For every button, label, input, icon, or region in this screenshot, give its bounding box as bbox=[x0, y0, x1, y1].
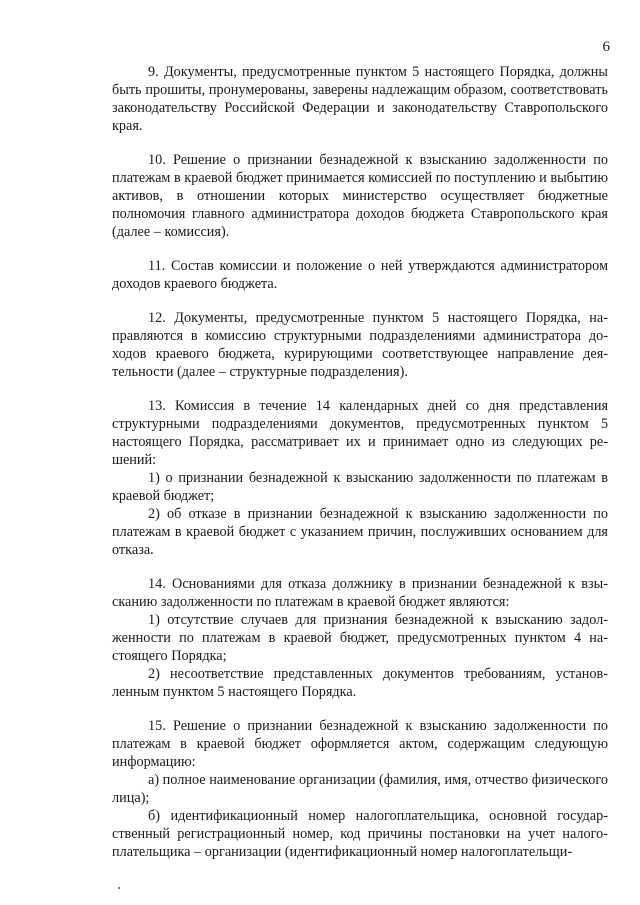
paragraph-12: 12. Документы, предусмотренные пунктом 5 настоящего Порядка, направляются в комиссию структурными подразделениями администратора доходов краевого бюджета, курирующими соответствующее направление деятельности (далее – структурные подразделения). bbox=[112, 310, 608, 380]
document-body bbox=[112, 63, 608, 861]
page-number: 6 bbox=[602, 39, 610, 55]
paragraph-14-item-2: 2) несоответствие представленных документов требованиям, установленным пунктом 5 настоящего Порядка. bbox=[112, 666, 608, 700]
paragraph-10: 10. Решение о признании безнадежной к взысканию задолженности по платежам в краевой бюджет принимается комиссией по поступлению и выбытию активов, в отношении которых министерство осуществляет бюджетные полномочия главного администратора доходов бюджета Ставропольского края (далее – комиссия). bbox=[112, 152, 608, 240]
paragraph-13-item-2: 2) об отказе в признании безнадежной к взысканию задолженности по платежам в краевой бюджет с указанием причин, послуживших основанием для отказа. bbox=[112, 506, 608, 558]
paragraph-15-item-a: а) полное наименование организации (фамилия, имя, отчество физического лица); bbox=[112, 772, 608, 806]
paragraph-14-item-1: 1) отсутствие случаев для признания безнадежной к взысканию задолженности по платежам в краевой бюджет, предусмотренных пунктом 4 настоящего Порядка; bbox=[112, 612, 608, 664]
paragraph-14: 14. Основаниями для отказа должнику в признании безнадежной к взысканию задолженности по платежам в краевой бюджет являются: bbox=[112, 576, 608, 610]
paragraph-15-item-b: б) идентификационный номер налогоплательщика, основной государственный регистрационный номер, код причины постановки на учет налогоплательщика – организации (идентификационный номер налогоплательщи- bbox=[112, 808, 608, 860]
scan-dot-mark bbox=[118, 887, 120, 889]
paragraph-11: 11. Состав комиссии и положение о ней утверждаются администратором доходов краевого бюджета. bbox=[112, 258, 608, 292]
paragraph-13: 13. Комиссия в течение 14 календарных дней со дня представления структурными подразделениями документов, предусмотренных пунктом 5 настоящего Порядка, рассматривает их и принимает одно из следующих решений: bbox=[112, 398, 608, 468]
paragraph-13-item-1: 1) о признании безнадежной к взысканию задолженности по платежам в краевой бюджет; bbox=[112, 470, 608, 504]
paragraph-15: 15. Решение о признании безнадежной к взысканию задолженности по платежам в краевой бюджет оформляется актом, содержащим следующую информацию: bbox=[112, 718, 608, 770]
paragraph-9: 9. Документы, предусмотренные пунктом 5 настоящего Порядка, должны быть прошиты, пронумерованы, заверены надлежащим образом, соответствовать законодательству Российской Федерации и законодательству Ставропольского края. bbox=[112, 64, 608, 134]
